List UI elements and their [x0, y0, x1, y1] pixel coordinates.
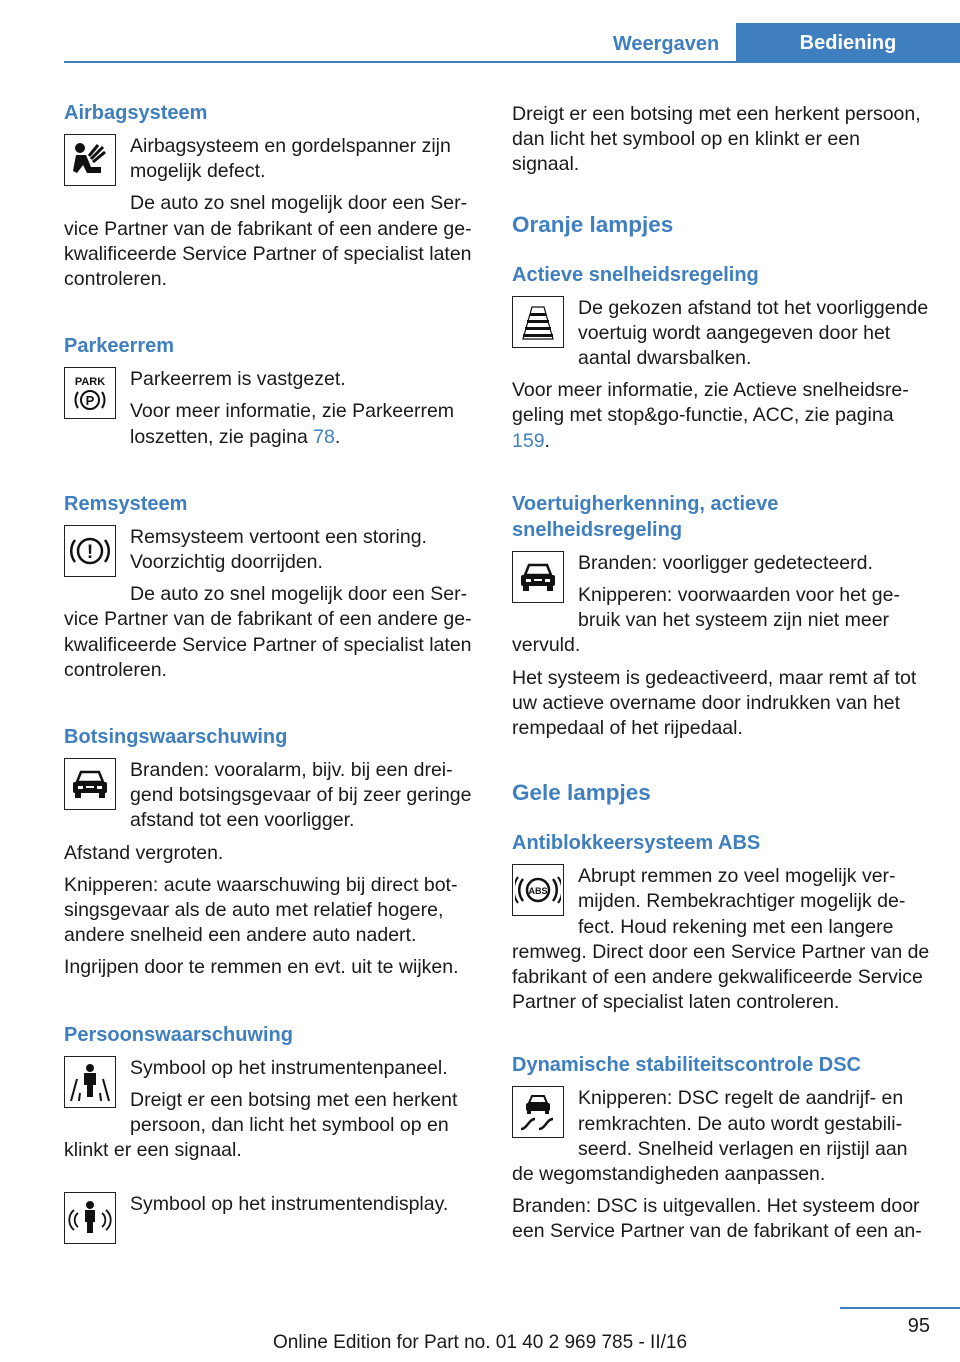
page-number: 95: [907, 1315, 930, 1337]
heading-airbag: Airbagsysteem: [64, 102, 208, 124]
left-column: [64, 100, 482, 1250]
persoon-section: [64, 1056, 482, 1171]
distance-bars-icon: [512, 296, 564, 348]
tab-weergaven[interactable]: Weergaven: [612, 33, 720, 55]
heading-oranje: Oranje lampjes: [512, 211, 674, 237]
parkeerrem-section: [64, 367, 482, 457]
abs-section: [512, 864, 930, 1022]
abs-icon: [512, 864, 564, 916]
voertuig-text-2: Knipperen: voorwaarden voor het gebruik van het systeem zijn niet meer vervuld.: [512, 584, 900, 657]
persoon-text-3: Symbool op het instrumentendisplay.: [130, 1193, 449, 1216]
tab-bediening[interactable]: Bediening: [736, 23, 960, 63]
pedestrian-signal-icon: [64, 1192, 116, 1244]
acc-text-1: De gekozen afstand tot het voorliggende voertuig wordt aangegeven door het aantal dwarsbalken.: [578, 296, 929, 370]
airbag-icon: [64, 134, 116, 186]
airbag-text-2: De auto zo snel mogelijk door een Service Partner van de fabrikant of een andere gekwalificeerde Service Partner of specialist laten controleren.: [64, 192, 472, 291]
right-intro: Dreigt er een botsing met een herkent persoon, dan licht het symbool op en klinkt er een signaal.: [512, 103, 921, 176]
right-column: [512, 102, 930, 1252]
voertuig-text-1: Branden: voorligger gedetecteerd.: [578, 551, 873, 574]
acc-text-2: Voor meer informatie, zie Actieve snelheidsregeling met stop&go-functie, ACC, zie pagina 159.: [512, 379, 909, 452]
dsc-text-2: Branden: DSC is uitgevallen. Het systeem door een Service Partner van de fabrikant of een an-: [512, 1195, 922, 1243]
botsing-text-4: Ingrijpen door te remmen en evt. uit te wijken.: [64, 956, 459, 979]
remsysteem-section: [64, 525, 482, 690]
heading-voertuig: Voertuigherkenning, actieve snelheidsregeling: [512, 492, 779, 541]
parkeerrem-text-2: Voor meer informatie, zie Parkeerrem loszetten, zie pagina 78.: [130, 400, 455, 448]
heading-gele: Gele lampjes: [512, 780, 651, 806]
heading-persoon: Persoonswaarschuwing: [64, 1023, 293, 1046]
park-brake-icon: [64, 367, 116, 419]
park-letter: P: [85, 393, 95, 409]
brake-mark: !: [86, 541, 94, 563]
dsc-skid-icon: [512, 1086, 564, 1138]
botsing-section: [64, 758, 482, 988]
pedestrian-road-icon: [64, 1056, 116, 1108]
park-text: PARK: [74, 376, 106, 389]
edition-footer: Online Edition for Part no. 01 40 2 969 785 - II/16: [272, 1332, 688, 1353]
heading-botsing: Botsingswaarschuwing: [64, 726, 288, 749]
dsc-section: [512, 1086, 930, 1251]
car-front-icon: [512, 551, 564, 603]
voertuig-text-3: Het systeem is gedeactiveerd, maar remt af tot uw actieve overname door indrukken van het rempedaal of het rijpedaal.: [512, 666, 917, 740]
footer-rule: [840, 1307, 960, 1309]
acc-section: [512, 296, 930, 461]
botsing-text-1: Branden: vooralarm, bijv. bij een dreigend botsingsgevaar of bij zeer geringe afstand tot een voorligger.: [130, 759, 472, 832]
persoon-text-1: Symbool op het instrumentenpaneel.: [130, 1056, 448, 1079]
parkeerrem-text-1: Parkeerrem is vastgezet.: [130, 368, 346, 391]
persoon-text-2: Dreigt er een botsing met een herkent persoon, dan licht het symbool op en klinkt er een signaal.: [64, 1088, 458, 1162]
page-link-159[interactable]: 159: [512, 429, 545, 452]
botsing-text-3: Knipperen: acute waarschuwing bij direct botsingsgevaar als de auto met relatief hogere, andere snelheid een andere auto nadert.: [64, 873, 458, 947]
car-front-icon: [64, 758, 116, 810]
heading-parkeerrem: Parkeerrem: [64, 335, 175, 358]
heading-dsc: Dynamische stabiliteitscontrole DSC: [512, 1054, 861, 1077]
heading-acc: Actieve snelheidsregeling: [512, 263, 759, 286]
dsc-text-1: Knipperen: DSC regelt de aandrijf- en remkrachten. De auto wordt gestabiliseerd. Snelheid verlagen en rijstijl aan de wegomstandigheden aanpassen.: [512, 1087, 908, 1186]
airbag-section: [64, 134, 482, 299]
voertuig-section: [512, 551, 930, 748]
heading-abs: Antiblokkeersysteem ABS: [512, 832, 761, 855]
abs-label: ABS: [528, 886, 548, 897]
brake-warning-icon: [64, 525, 116, 577]
abs-text-1: Abrupt remmen zo veel mogelijk vermijden. Rembekrachtiger mogelijk defect. Houd rekening met een langere remweg. Direct door een Service Partner van de fabrikant of een andere gekwalificeerde Service Partner of specialist laten controleren.: [512, 865, 930, 1014]
airbag-text-1: Airbagsysteem en gordelspanner zijn mogelijk defect.: [130, 135, 451, 183]
persoon-display-section: [64, 1192, 482, 1250]
heading-remsysteem: Remsysteem: [64, 492, 188, 515]
remsysteem-text-2: De auto zo snel mogelijk door een Service Partner van de fabrikant of een andere gekwalificeerde Service Partner of specialist laten controleren.: [64, 583, 472, 681]
page-link-78[interactable]: 78: [313, 425, 335, 448]
botsing-text-2: Afstand vergroten.: [64, 841, 224, 864]
remsysteem-text-1: Remsysteem vertoont een storing. Voorzichtig doorrijden.: [130, 525, 427, 574]
